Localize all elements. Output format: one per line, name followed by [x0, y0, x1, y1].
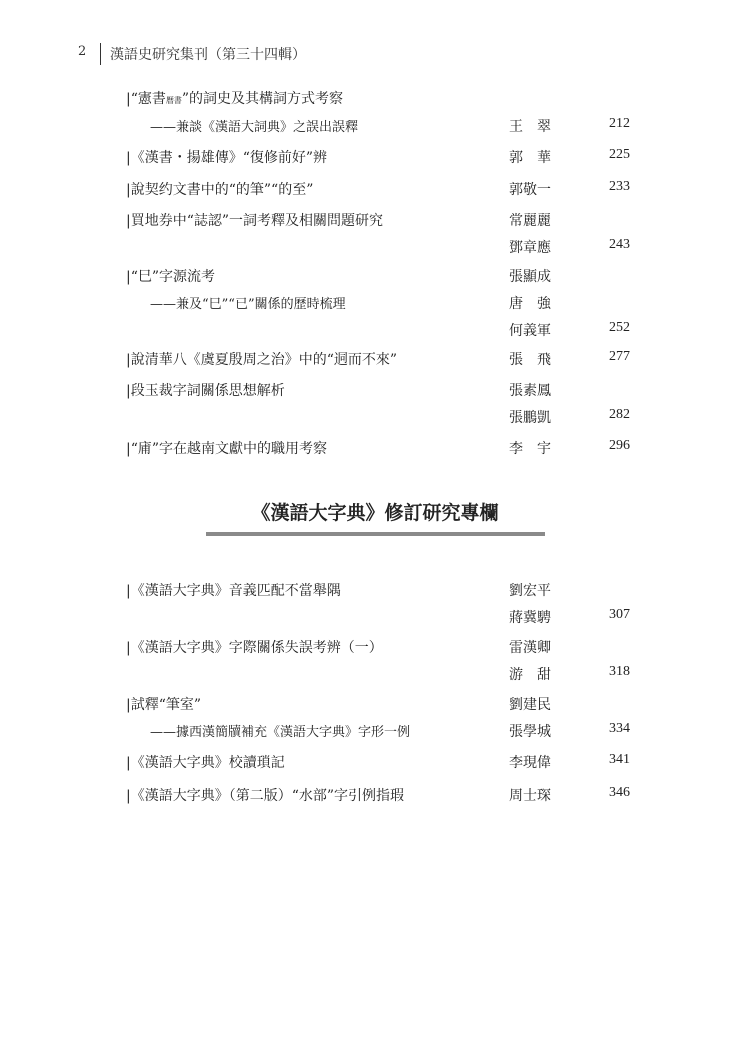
entry-author: 常麗麗 — [509, 213, 551, 229]
entry-title: |說契约文書中的“的筆”“的至” — [126, 182, 314, 198]
entry-title: |“庯”字在越南文獻中的職用考察 — [126, 441, 328, 457]
page-number: 2 — [78, 44, 87, 59]
entry-author: 李 宇 — [509, 441, 551, 457]
toc-entry-1-subtitle — [0, 116, 750, 140]
entry-page: 282 — [609, 407, 630, 422]
entry-title: |《漢語大字典》字際關係失誤考辨（一） — [126, 640, 383, 656]
entry-author: 劉宏平 — [509, 583, 551, 599]
section-heading: 《漢語大字典》修訂研究專欄 — [251, 502, 499, 524]
entry-page: 341 — [609, 752, 630, 767]
toc-entry-2[interactable] — [0, 147, 750, 171]
entry-title: |“巳”字源流考 — [126, 269, 216, 285]
entry-author: 郭敬一 — [509, 182, 551, 198]
toc-entry-4[interactable] — [0, 210, 750, 234]
section-underline — [206, 532, 545, 536]
entry-title: |段玉裁字詞關係思想解析 — [126, 383, 285, 399]
entry-page: 252 — [609, 320, 630, 335]
entry-author: 郭 華 — [509, 150, 551, 166]
entry-author: 鄧章應 — [509, 240, 551, 256]
entry-author: 李現偉 — [509, 755, 551, 771]
toc-entry-7-cont — [0, 407, 750, 431]
title-small-text: 曆書 — [165, 96, 182, 105]
toc-entry-3[interactable] — [0, 179, 750, 203]
toc-entry-9[interactable] — [0, 580, 750, 604]
entry-page: 212 — [609, 116, 630, 131]
entry-title: |“憲書曆書”的詞史及其構詞方式考察 — [126, 91, 344, 107]
toc-entry-1[interactable] — [0, 88, 750, 112]
toc-entry-9-cont — [0, 607, 750, 631]
toc-entry-10[interactable] — [0, 637, 750, 661]
entry-page: 346 — [609, 785, 630, 800]
entry-page: 296 — [609, 438, 630, 453]
toc-entry-7[interactable] — [0, 380, 750, 404]
entry-author: 張顯成 — [509, 269, 551, 285]
toc-entry-5-subtitle — [0, 293, 750, 317]
entry-author: 張 飛 — [509, 352, 551, 368]
entry-page: 318 — [609, 664, 630, 679]
entry-title: |《漢書・揚雄傳》“復修前好”辨 — [126, 150, 328, 166]
entry-author: 張鵬凱 — [509, 410, 551, 426]
entry-title: |說清華八《虞夏殷周之治》中的“迵而不來” — [126, 352, 398, 368]
entry-title: |《漢語大字典》（第二版）“水部”字引例指瑕 — [126, 788, 405, 804]
toc-entry-11[interactable] — [0, 694, 750, 718]
toc-entry-4-cont — [0, 237, 750, 261]
entry-subtitle: ——據西漢簡牘補充《漢語大字典》字形一例 — [150, 725, 411, 740]
entry-page: 233 — [609, 179, 630, 194]
entry-author: 張學城 — [509, 724, 551, 740]
entry-author: 何義軍 — [509, 323, 551, 339]
toc-entry-5[interactable] — [0, 266, 750, 290]
entry-title: |買地券中“誌認”一詞考釋及相關問題研究 — [126, 213, 384, 229]
entry-page: 277 — [609, 349, 630, 364]
entry-author: 周士琛 — [509, 788, 551, 804]
toc-entry-12[interactable] — [0, 752, 750, 776]
toc-entry-11-subtitle — [0, 721, 750, 745]
entry-author: 雷漢卿 — [509, 640, 551, 656]
entry-author: 張素鳳 — [509, 383, 551, 399]
entry-author: 唐 強 — [509, 296, 551, 312]
entry-page: 334 — [609, 721, 630, 736]
toc-entry-13[interactable] — [0, 785, 750, 809]
toc-entry-6[interactable] — [0, 349, 750, 373]
entry-subtitle: ——兼及“巳”“已”關係的歷時梳理 — [150, 297, 346, 312]
entry-subtitle: ——兼談《漢語大詞典》之誤出誤釋 — [150, 120, 359, 135]
toc-entry-10-cont — [0, 664, 750, 688]
journal-title: 漢語史研究集刊（第三十四輯） — [110, 47, 306, 63]
entry-author: 游 甜 — [509, 667, 551, 683]
entry-author: 蔣冀騁 — [509, 610, 551, 626]
entry-title: |試釋“筆室” — [126, 697, 202, 713]
entry-page: 307 — [609, 607, 630, 622]
toc-entry-5-cont — [0, 320, 750, 344]
entry-title: |《漢語大字典》音義匹配不當舉隅 — [126, 583, 341, 599]
entry-author: 王 翠 — [509, 119, 551, 135]
header-divider — [100, 43, 101, 65]
entry-author: 劉建民 — [509, 697, 551, 713]
entry-page: 243 — [609, 237, 630, 252]
entry-page: 225 — [609, 147, 630, 162]
toc-entry-8[interactable] — [0, 438, 750, 462]
entry-title: |《漢語大字典》校讀瑣記 — [126, 755, 285, 771]
